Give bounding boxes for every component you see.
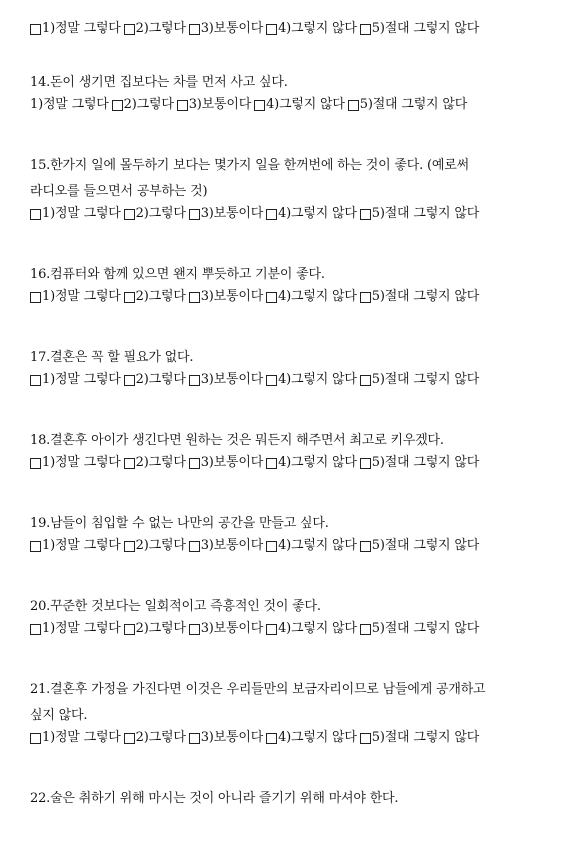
answer-option-label: 1)정말 그렇다: [42, 538, 121, 553]
answer-option-label: 3)보통이다: [200, 21, 264, 36]
checkbox[interactable]: [266, 209, 277, 220]
question-text: 16.컴퓨터와 함께 있으면 왠지 뿌듯하고 기분이 좋다.: [30, 267, 325, 282]
answer-option[interactable]: [266, 371, 357, 389]
question-text: 15.한가지 일에 몰두하기 보다는 몇가지 일을 한꺼번에 하는 것이 좋다. (예로써: [30, 158, 469, 173]
answer-option-label: 2)그렇다: [135, 621, 186, 636]
answer-option[interactable]: [266, 205, 357, 223]
answer-option[interactable]: [124, 20, 186, 38]
answer-option[interactable]: [189, 729, 263, 747]
answer-option-label: 1)정말 그렇다: [42, 206, 121, 221]
checkbox[interactable]: [124, 292, 135, 303]
checkbox[interactable]: [189, 624, 200, 635]
answer-option[interactable]: [30, 537, 121, 555]
answer-option-label: 4)그렇지 않다: [278, 621, 357, 636]
answer-option-label: 4)그렇지 않다: [278, 289, 357, 304]
answer-option-label: 1)정말 그렇다: [30, 97, 109, 112]
answer-option[interactable]: [254, 96, 345, 114]
checkbox[interactable]: [266, 733, 277, 744]
answer-option-label: 5)절대 그렇지 않다: [371, 730, 480, 745]
question-text: 17.결혼은 꼭 할 필요가 없다.: [30, 350, 194, 365]
question-text: 20.꾸준한 것보다는 일회적이고 즉흥적인 것이 좋다.: [30, 599, 321, 614]
question-text: 싶지 않다.: [30, 708, 88, 723]
answer-option-label: 3)보통이다: [200, 206, 264, 221]
answer-option[interactable]: [177, 96, 251, 114]
answer-options-row: [30, 205, 576, 223]
answer-option[interactable]: [360, 371, 479, 389]
checkbox[interactable]: [360, 541, 371, 552]
answer-options-row: [30, 288, 576, 306]
answer-option[interactable]: [189, 371, 263, 389]
answer-option-label: 3)보통이다: [200, 455, 264, 470]
checkbox[interactable]: [30, 292, 41, 303]
answer-options-row: [30, 20, 576, 38]
answer-option[interactable]: [30, 20, 121, 38]
answer-option[interactable]: [112, 96, 174, 114]
answer-option[interactable]: [189, 620, 263, 638]
answer-options-row: [30, 96, 576, 114]
answer-option-label: 1)정말 그렇다: [42, 21, 121, 36]
answer-option[interactable]: [266, 288, 357, 306]
checkbox[interactable]: [30, 733, 41, 744]
answer-option-label: 3)보통이다: [200, 289, 264, 304]
answer-option-label: 2)그렇다: [135, 206, 186, 221]
checkbox[interactable]: [30, 541, 41, 552]
question-text: 라디오를 들으면서 공부하는 것): [30, 184, 208, 199]
answer-option-label: 1)정말 그렇다: [42, 289, 121, 304]
answer-option[interactable]: [348, 96, 467, 114]
answer-option-label: 2)그렇다: [135, 372, 186, 387]
checkbox[interactable]: [360, 209, 371, 220]
answer-option[interactable]: [124, 537, 186, 555]
checkbox[interactable]: [360, 624, 371, 635]
question-text: 14.돈이 생기면 집보다는 차를 먼저 사고 싶다.: [30, 75, 288, 90]
checkbox[interactable]: [189, 292, 200, 303]
checkbox[interactable]: [30, 458, 41, 469]
checkbox[interactable]: [30, 624, 41, 635]
answer-option[interactable]: [266, 20, 357, 38]
answer-option-label: 1)정말 그렇다: [42, 455, 121, 470]
question-text: 19.남들이 침입할 수 없는 나만의 공간을 만들고 싶다.: [30, 516, 329, 531]
checkbox[interactable]: [360, 375, 371, 386]
answer-option[interactable]: [124, 454, 186, 472]
answer-option-label: 5)절대 그렇지 않다: [371, 372, 480, 387]
checkbox[interactable]: [124, 624, 135, 635]
checkbox[interactable]: [189, 733, 200, 744]
answer-option-label: 4)그렇지 않다: [266, 97, 345, 112]
answer-option[interactable]: [124, 288, 186, 306]
answer-option-label: 5)절대 그렇지 않다: [359, 97, 468, 112]
checkbox[interactable]: [30, 24, 41, 35]
checkbox[interactable]: [266, 24, 277, 35]
answer-option[interactable]: [30, 371, 121, 389]
checkbox[interactable]: [189, 209, 200, 220]
answer-option[interactable]: [360, 288, 479, 306]
answer-option[interactable]: [266, 620, 357, 638]
checkbox[interactable]: [189, 375, 200, 386]
question-text: 22.술은 취하기 위해 마시는 것이 아니라 즐기기 위해 마셔야 한다.: [30, 791, 399, 806]
answer-option-label: 1)정말 그렇다: [42, 730, 121, 745]
checkbox[interactable]: [124, 209, 135, 220]
checkbox[interactable]: [266, 375, 277, 386]
checkbox[interactable]: [189, 24, 200, 35]
answer-option[interactable]: [189, 288, 263, 306]
answer-option-label: 4)그렇지 않다: [278, 730, 357, 745]
answer-option-label: 3)보통이다: [200, 538, 264, 553]
checkbox[interactable]: [112, 100, 123, 111]
answer-option[interactable]: [360, 620, 479, 638]
answer-option-label: 4)그렇지 않다: [278, 372, 357, 387]
checkbox[interactable]: [30, 375, 41, 386]
checkbox[interactable]: [189, 541, 200, 552]
answer-option[interactable]: [360, 20, 479, 38]
checkbox[interactable]: [266, 292, 277, 303]
answer-option[interactable]: [124, 205, 186, 223]
answer-option[interactable]: [360, 729, 479, 747]
answer-option-label: 3)보통이다: [200, 730, 264, 745]
answer-options-row: [30, 371, 576, 389]
question-text: 18.결혼후 아이가 생긴다면 원하는 것은 뭐든지 해주면서 최고로 키우겠다.: [30, 433, 444, 448]
answer-option-label: 5)절대 그렇지 않다: [371, 206, 480, 221]
answer-option[interactable]: [124, 729, 186, 747]
answer-option-label: 4)그렇지 않다: [278, 21, 357, 36]
question-text: 21.결혼후 가정을 가진다면 이것은 우리들만의 보금자리이므로 남들에게 공개하고: [30, 682, 486, 697]
checkbox[interactable]: [30, 209, 41, 220]
checkbox[interactable]: [177, 100, 188, 111]
checkbox[interactable]: [124, 458, 135, 469]
answer-option-label: 5)절대 그렇지 않다: [371, 621, 480, 636]
answer-option[interactable]: [266, 537, 357, 555]
answer-option-label: 3)보통이다: [200, 621, 264, 636]
checkbox[interactable]: [360, 458, 371, 469]
answer-option-label: 2)그렇다: [135, 538, 186, 553]
answer-option-label: 2)그렇다: [135, 21, 186, 36]
checkbox[interactable]: [124, 733, 135, 744]
checkbox[interactable]: [266, 541, 277, 552]
checkbox[interactable]: [266, 624, 277, 635]
answer-option[interactable]: [30, 288, 121, 306]
answer-option-label: 2)그렇다: [135, 289, 186, 304]
answer-option[interactable]: [266, 729, 357, 747]
answer-option[interactable]: [124, 371, 186, 389]
answer-option-label: 4)그렇지 않다: [278, 206, 357, 221]
answer-option[interactable]: [189, 537, 263, 555]
answer-option[interactable]: [360, 205, 479, 223]
checkbox[interactable]: [189, 458, 200, 469]
checkbox[interactable]: [124, 541, 135, 552]
answer-option[interactable]: [266, 454, 357, 472]
answer-option[interactable]: [189, 205, 263, 223]
checkbox[interactable]: [124, 375, 135, 386]
checkbox[interactable]: [360, 733, 371, 744]
answer-option-label: 2)그렇다: [135, 730, 186, 745]
answer-options-row: [30, 454, 576, 472]
answer-options-row: [30, 729, 576, 747]
answer-option[interactable]: [360, 454, 479, 472]
checkbox[interactable]: [124, 24, 135, 35]
answer-option-label: 5)절대 그렇지 않다: [371, 455, 480, 470]
checkbox[interactable]: [254, 100, 265, 111]
answer-option[interactable]: [189, 454, 263, 472]
answer-option-label: 4)그렇지 않다: [278, 455, 357, 470]
checkbox[interactable]: [266, 458, 277, 469]
answer-option[interactable]: [30, 454, 121, 472]
answer-option[interactable]: [360, 537, 479, 555]
checkbox[interactable]: [360, 292, 371, 303]
answer-option-label: 5)절대 그렇지 않다: [371, 21, 480, 36]
checkbox[interactable]: [360, 24, 371, 35]
answer-option-label: 5)절대 그렇지 않다: [371, 289, 480, 304]
answer-option-label: 4)그렇지 않다: [278, 538, 357, 553]
answer-option-label: 2)그렇다: [123, 97, 174, 112]
answer-option-label: 1)정말 그렇다: [42, 372, 121, 387]
answer-option-label: 3)보통이다: [200, 372, 264, 387]
answer-option[interactable]: [124, 620, 186, 638]
answer-option[interactable]: [189, 20, 263, 38]
checkbox[interactable]: [348, 100, 359, 111]
answer-option[interactable]: [30, 96, 109, 114]
answer-option-label: 1)정말 그렇다: [42, 621, 121, 636]
answer-options-row: [30, 620, 576, 638]
answer-option[interactable]: [30, 729, 121, 747]
answer-option[interactable]: [30, 205, 121, 223]
answer-option-label: 3)보통이다: [188, 97, 252, 112]
answer-option-label: 2)그렇다: [135, 455, 186, 470]
answer-options-row: [30, 537, 576, 555]
answer-option[interactable]: [30, 620, 121, 638]
answer-option-label: 5)절대 그렇지 않다: [371, 538, 480, 553]
